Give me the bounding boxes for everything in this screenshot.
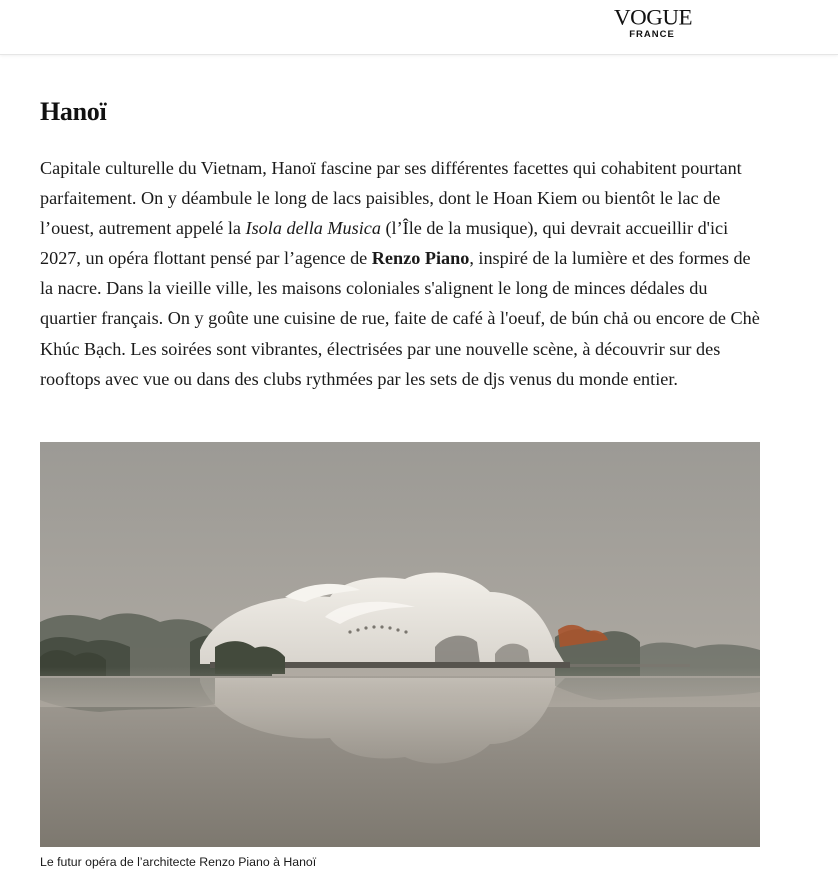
photo-caption: Le futur opéra de l’architecte Renzo Piano à Hanoï bbox=[40, 855, 317, 869]
logo-edition: FRANCE bbox=[629, 29, 675, 40]
paragraph-italic-isola: Isola della Musica bbox=[245, 218, 381, 239]
logo-wordmark: VOGUE bbox=[614, 5, 692, 30]
vogue-france-logo[interactable] bbox=[614, 6, 690, 40]
mist bbox=[40, 667, 760, 707]
renzo-piano-link[interactable]: Renzo Piano bbox=[371, 248, 470, 269]
site-header bbox=[0, 0, 838, 55]
paragraph-text-1: Capitale culturelle du Vietnam, Hanoï fascine par ses différentes facettes qui cohabitent pourtant parfaitement. On y déambule le long de lacs paisibles, dont le Hoan Kiem ou bientôt le lac de l’ouest, autrement appelé la bbox=[40, 158, 742, 239]
paragraph-text-2: (l’Île de la musique), qui devrait accueillir d'ici 2027, un opéra flottant pensé par l’agence de bbox=[40, 218, 729, 269]
opera-photo bbox=[40, 442, 760, 847]
section-heading: Hanoï bbox=[40, 97, 107, 126]
article-paragraph bbox=[40, 153, 765, 394]
paragraph-text-3: , inspiré de la lumière et des formes de la nacre. Dans la vieille ville, les maisons coloniales s'alignent le long de minces dédales du quartier français. On y goûte une cuisine de rue, faite de café à l'oeuf, de bún chả ou encore de Chè Khúc Bạch. Les soirées sont vibrantes, électrisées par une nouvelle scène, à découvrir sur des rooftops avec vue ou dans des clubs rythmées par les sets de djs venus du monde entier. bbox=[40, 248, 760, 389]
